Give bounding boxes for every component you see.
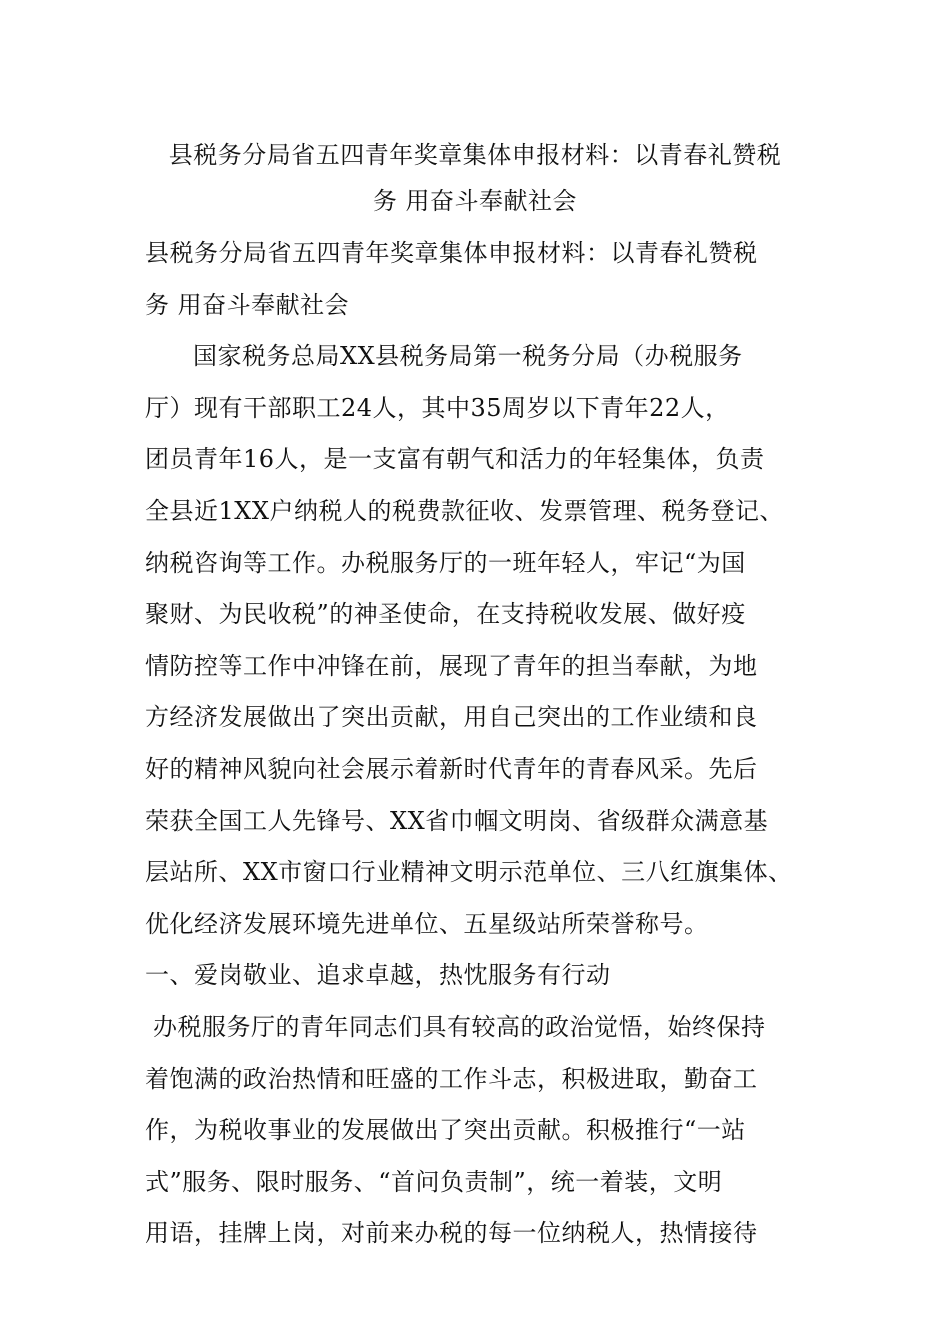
document-title [145,132,805,224]
para2-line-1: 办税服务厅的青年同志们具有较高的政治觉悟，始终保持 [153,1012,766,1041]
para1-line-7: 情防控等工作中冲锋在前，展现了青年的担当奉献，为地 [145,651,758,680]
para1-line-1: 国家税务总局XX县税务局第一税务分局（办税服务 [193,342,743,371]
para1-line-4: 全县近1XX户纳税人的税费款征收、发票管理、税务登记、 [145,496,784,525]
para1-line-8: 方经济发展做出了突出贡献，用自己突出的工作业绩和良 [145,703,758,732]
title-line-1: 县税务分局省五四青年奖章集体申报材料：以青春礼赞税 [168,141,782,169]
para1-line-6: 聚财、为民收税”的神圣使命，在支持税收发展、做好疫 [145,600,746,629]
heading-line-2: 务 用奋斗奉献社会 [145,290,350,319]
para1-line-2: 厅）现有干部职工24人，其中35周岁以下青年22人， [145,393,730,422]
para1-line-10: 荣获全国工人先锋号、XX省巾帼文明岗、省级群众满意基 [145,806,769,835]
para1-line-3: 团员青年16人，是一支富有朝气和活力的年轻集体，负责 [145,445,765,474]
para2-line-5: 用语，挂牌上岗，对前来办税的每一位纳税人，热情接待 [145,1219,758,1248]
document-body [145,228,825,1260]
para2-line-3: 作，为税收事业的发展做出了突出贡献。积极推行“一站 [145,1116,746,1145]
para1-line-11: 层站所、XX市窗口行业精神文明示范单位、三八红旗集体、 [145,858,793,887]
section1-heading: 一、爱岗敬业、追求卓越，热忱服务有行动 [145,961,611,990]
heading-line-1: 县税务分局省五四青年奖章集体申报材料：以青春礼赞税 [145,239,758,267]
para1-line-12: 优化经济发展环境先进单位、五星级站所荣誉称号。 [145,909,709,938]
para2-line-2: 着饱满的政治热情和旺盛的工作斗志，积极进取，勤奋工 [145,1064,758,1093]
title-line-2: 务 用奋斗奉献社会 [372,187,578,215]
para2-line-4: 式”服务、限时服务、“首问负责制”，统一着装，文明 [145,1167,723,1196]
para1-line-9: 好的精神风貌向社会展示着新时代青年的青春风采。先后 [145,754,758,783]
para1-line-5: 纳税咨询等工作。办税服务厅的一班年轻人，牢记“为国 [145,548,746,577]
